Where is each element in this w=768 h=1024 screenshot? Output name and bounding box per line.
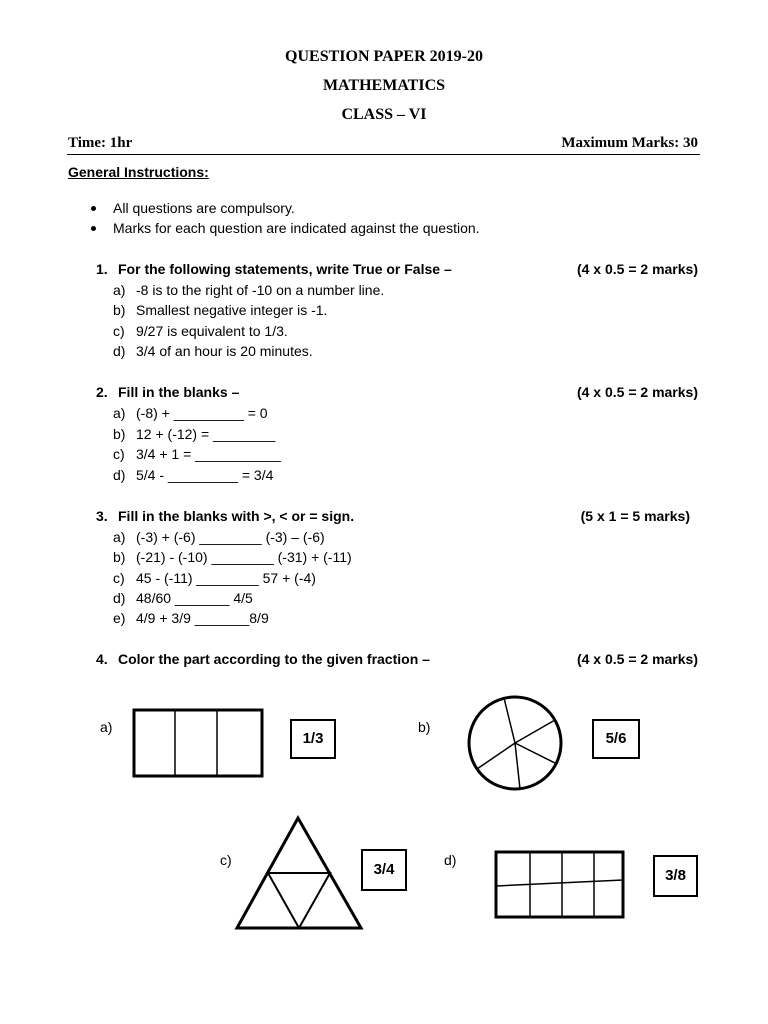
instructions-heading: General Instructions: <box>68 164 209 180</box>
time-label: Time: 1hr <box>68 135 133 151</box>
part-label: b) <box>113 549 126 565</box>
rectangle-thirds-figure <box>134 710 262 776</box>
part-text: (-21) - (-10) ________ (-31) + (-11) <box>136 549 352 565</box>
part-text: 45 - (-11) ________ 57 + (-4) <box>136 570 316 586</box>
question-number: 3. <box>96 508 108 524</box>
part-label: b) <box>113 302 126 318</box>
part-label: d) <box>113 343 126 359</box>
part-text: 4/9 + 3/9 _______8/9 <box>136 610 269 626</box>
question-text: For the following statements, write True or False – <box>118 261 452 277</box>
figure-label: d) <box>444 852 457 868</box>
part-text: (-3) + (-6) ________ (-3) – (-6) <box>136 529 325 545</box>
part-text: 12 + (-12) = ________ <box>136 426 276 442</box>
question-text: Color the part according to the given fraction – <box>118 651 430 667</box>
fraction-box: 1/3 <box>290 719 336 759</box>
fraction-box: 5/6 <box>592 719 640 759</box>
figure-label: a) <box>100 719 113 735</box>
instruction-item: Marks for each question are indicated against the question. <box>113 220 480 236</box>
part-label: a) <box>113 405 126 421</box>
part-label: d) <box>113 590 126 606</box>
subject-title: MATHEMATICS <box>322 77 446 94</box>
question-marks: (4 x 0.5 = 2 marks) <box>576 384 698 400</box>
paper-title: QUESTION PAPER 2019-20 <box>285 48 483 65</box>
rectangle-eighths-figure <box>496 852 623 917</box>
part-label: c) <box>113 446 125 462</box>
question-marks: (4 x 0.5 = 2 marks) <box>576 651 698 667</box>
part-label: c) <box>113 323 125 339</box>
question-marks: (4 x 0.5 = 2 marks) <box>576 261 698 277</box>
question-text: Fill in the blanks with >, < or = sign. <box>118 508 355 524</box>
part-text: (-8) + _________ = 0 <box>136 405 268 421</box>
part-text: 3/4 + 1 = ___________ <box>136 446 281 462</box>
part-text: -8 is to the right of -10 on a number line. <box>136 282 385 298</box>
part-label: a) <box>113 529 126 545</box>
question-number: 4. <box>96 651 108 667</box>
part-text: 9/27 is equivalent to 1/3. <box>136 323 288 339</box>
figure-label: c) <box>220 852 232 868</box>
triangle-quarters-figure <box>237 818 361 928</box>
question-marks: (5 x 1 = 5 marks) <box>580 508 690 524</box>
question-number: 2. <box>96 384 108 400</box>
max-marks-label: Maximum Marks: 30 <box>561 135 698 151</box>
part-text: 48/60 _______ 4/5 <box>136 590 253 606</box>
part-label: e) <box>113 610 126 626</box>
class-title: CLASS – VI <box>341 106 427 123</box>
part-text: Smallest negative integer is -1. <box>136 302 328 318</box>
part-label: a) <box>113 282 126 298</box>
part-text: 5/4 - _________ = 3/4 <box>136 467 274 483</box>
fraction-box: 3/4 <box>361 849 407 891</box>
part-label: d) <box>113 467 126 483</box>
part-label: c) <box>113 570 125 586</box>
question-number: 1. <box>96 261 108 277</box>
part-text: 3/4 of an hour is 20 minutes. <box>136 343 313 359</box>
figure-label: b) <box>418 719 431 735</box>
part-label: b) <box>113 426 126 442</box>
question-text: Fill in the blanks – <box>118 384 240 400</box>
fraction-box: 3/8 <box>653 855 698 897</box>
instruction-item: All questions are compulsory. <box>113 200 295 216</box>
circle-sixths-figure <box>469 697 561 789</box>
